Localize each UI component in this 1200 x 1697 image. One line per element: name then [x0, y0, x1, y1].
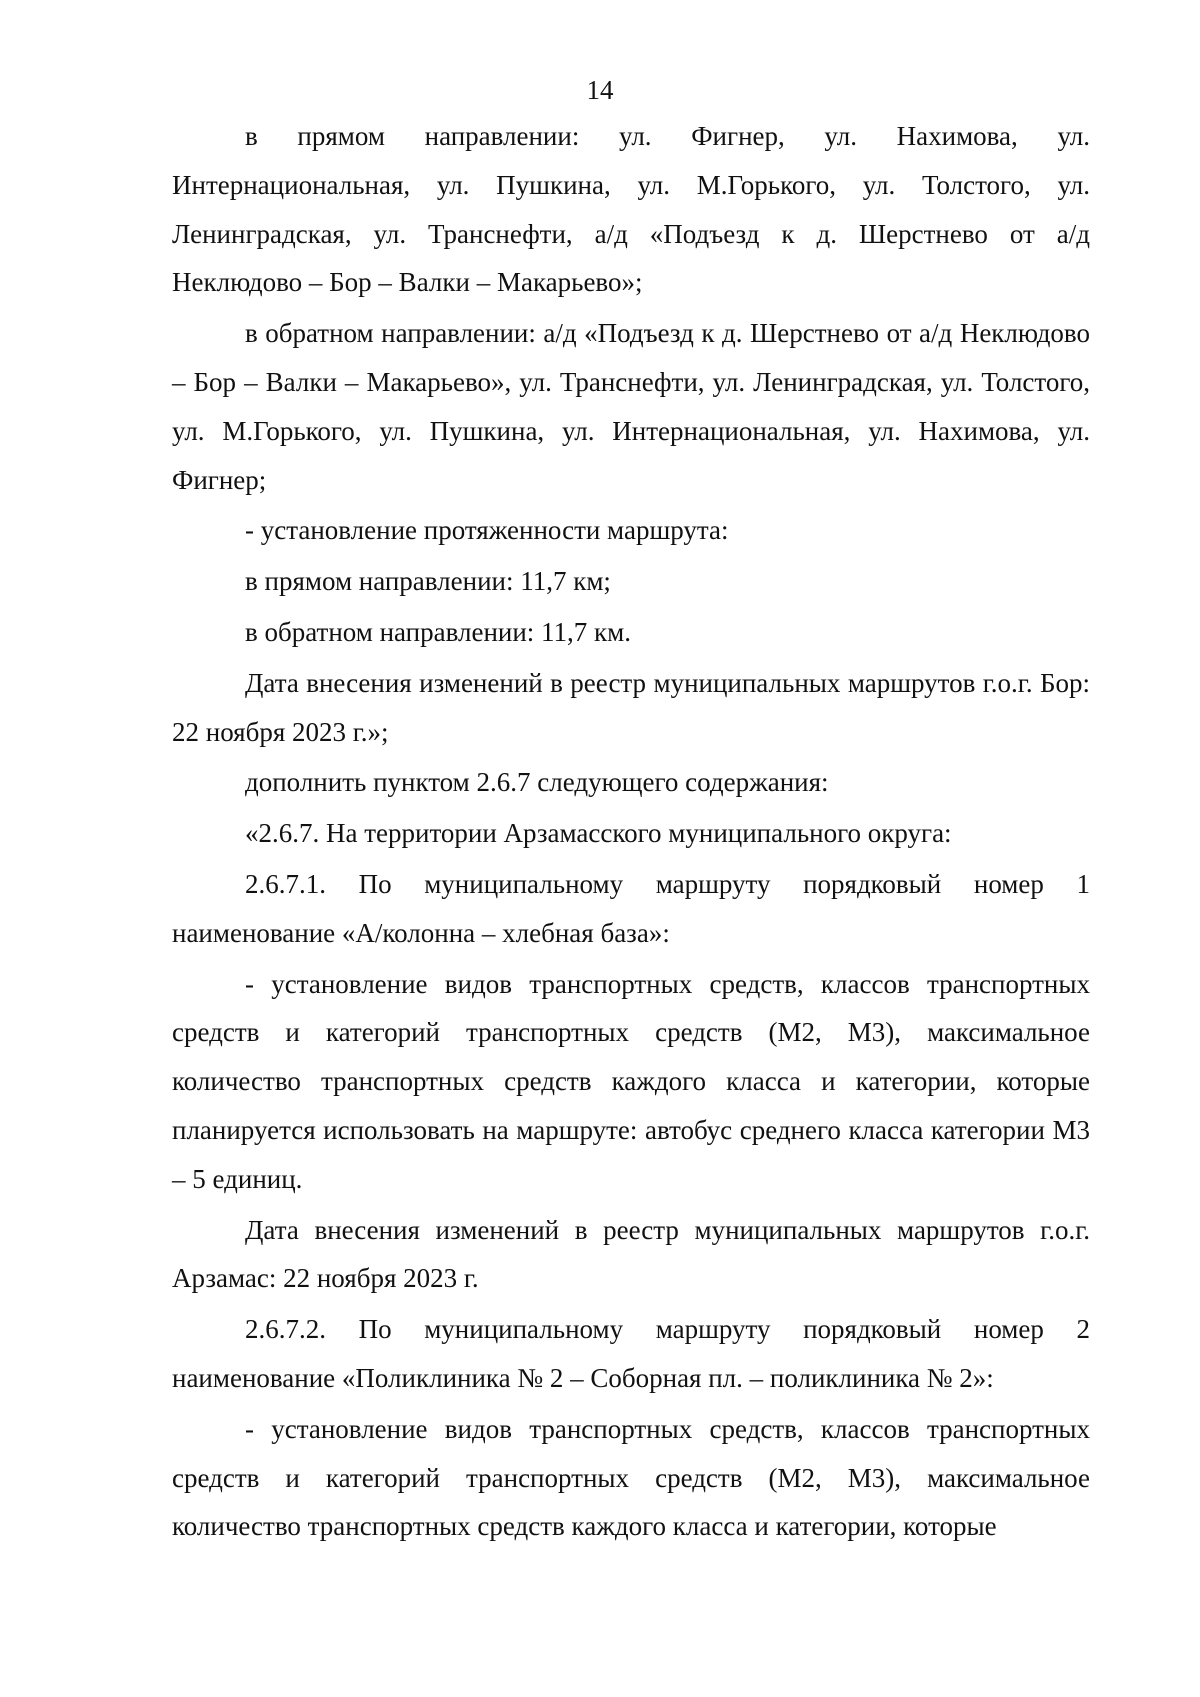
paragraph-clause-2-6-7: «2.6.7. На территории Арзамасского муниципального округа: [245, 818, 952, 849]
paragraph-registry-date-arzamas: Дата внесения изменений в реестр муниципальных маршрутов г.о.г. Арзамас: 22 ноября 2023 г. [172, 1214, 1090, 1294]
document-body [172, 112, 1090, 1553]
paragraph-reverse-route: в обратном направлении: а/д «Подъезд к д. Шерстнево от а/д Неклюдово – Бор – Валки – Макарьево», ул. Транснефти, ул. Ленинградская, ул. Толстого, ул. М.Горького, ул. Пушкина, ул. Интернациональная, ул. Нахимова, ул. Фигнер; [172, 318, 1090, 495]
paragraph-route-length-heading: - установление протяженности маршрута: [245, 515, 729, 546]
paragraph-clause-2-6-7-1: 2.6.7.1. По муниципальному маршруту порядковый номер 1 наименование «А/колонна – хлебная база»: [172, 868, 1090, 948]
paragraph-registry-date-bor: Дата внесения изменений в реестр муниципальных маршрутов г.о.г. Бор: 22 ноября 2023 г.»; [172, 667, 1090, 747]
paragraph-vehicles-route-1: - установление видов транспортных средств, классов транспортных средств и категорий транспортных средств (М2, М3), максимальное количество транспортных средств каждого класса и категории, которые планируется использовать на маршруте: автобус среднего класса категории М3 – 5 единиц. [172, 968, 1090, 1194]
paragraph-clause-2-6-7-2: 2.6.7.2. По муниципальному маршруту порядковый номер 2 наименование «Поликлиника № 2 – Соборная пл. – поликлиника № 2»: [172, 1314, 1090, 1393]
paragraph-forward-route: в прямом направлении: ул. Фигнер, ул. Нахимова, ул. Интернациональная, ул. Пушкина, ул. М.Горького, ул. Толстого, ул. Ленинградская, ул. Транснефти, а/д «Подъезд к д. Шерстнево от а/д Неклюдово – Бор – Валки – Макарьево»; [172, 121, 1090, 298]
paragraph-vehicles-route-2: - установление видов транспортных средств, классов транспортных средств и категорий транспортных средств (М2, М3), максимальное количество транспортных средств каждого класса и категории, которые [172, 1413, 1090, 1542]
page-number: 14 [586, 75, 614, 105]
paragraph-reverse-length: в обратном направлении: 11,7 км. [245, 616, 632, 647]
paragraph-forward-length: в прямом направлении: 11,7 км; [245, 566, 611, 597]
paragraph-add-clause: дополнить пунктом 2.6.7 следующего содержания: [245, 767, 829, 798]
